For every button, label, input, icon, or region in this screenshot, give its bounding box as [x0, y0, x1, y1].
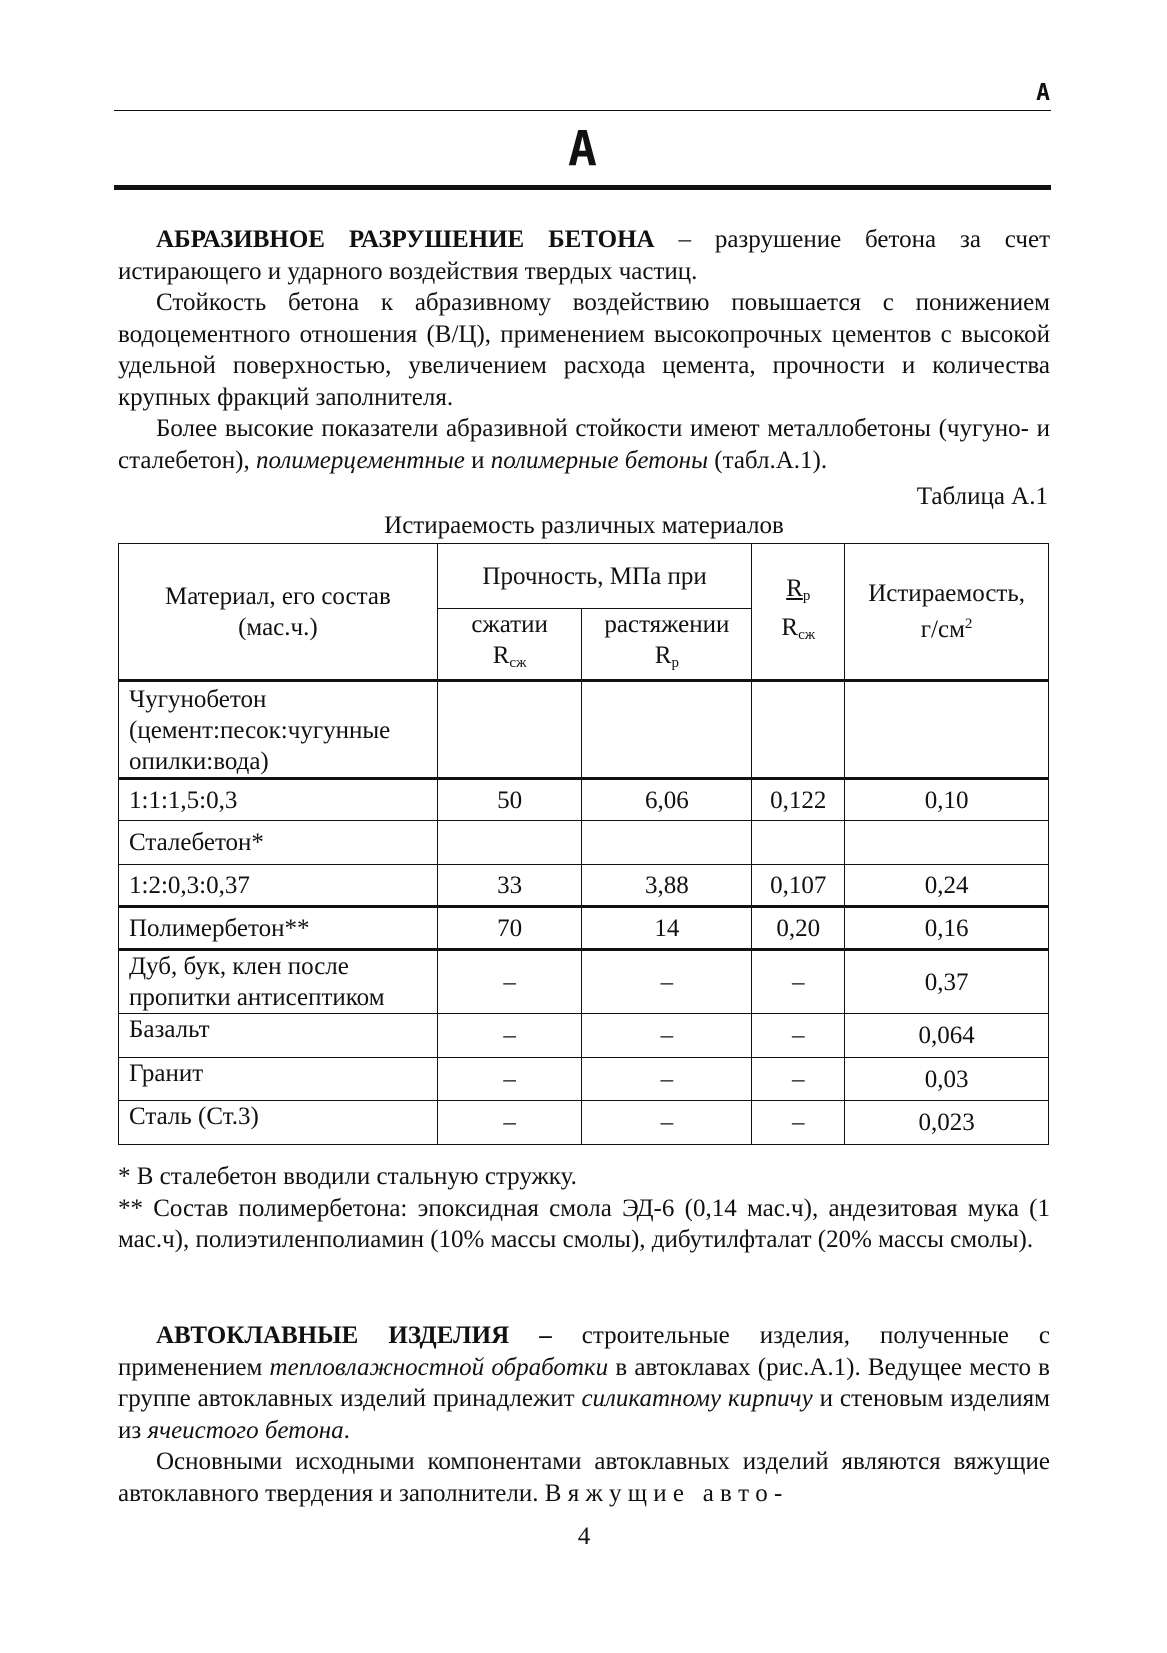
header-material: Материал, его состав (мас.ч.) — [119, 544, 438, 681]
entry2-paragraph-2 — [118, 1446, 1050, 1509]
cell-tension: 6,06 — [582, 779, 752, 821]
cell-compression: – — [437, 1058, 582, 1101]
header-compression: сжатии $R_{сж}$ — [437, 609, 582, 681]
table-row — [119, 1101, 1049, 1145]
cell-tension: – — [582, 1058, 752, 1101]
entry1-definition: – разрушение бетона за счет истирающего и ударного воздействия твердых частиц. — [118, 226, 1050, 285]
cell-ratio — [752, 821, 845, 865]
footnote-2: ** Состав полимербетона: эпоксидная смола ЭД-6 (0,14 мас.ч), андезитовая мука (1 мас.ч), полиэтиленполиамин (10% массы смолы), дибутилфталат (20% массы смолы). — [118, 1194, 1050, 1253]
cell-ratio: – — [752, 1101, 845, 1145]
table-row — [119, 1058, 1049, 1101]
table-title: Истираемость различных материалов — [384, 512, 784, 539]
entry2-text-1: строительные изделия, полученные с применением — [118, 1322, 1050, 1381]
cell-tension: – — [582, 950, 752, 1014]
ratio-denominator: $R_{сж}$ — [781, 613, 816, 643]
table-row — [119, 779, 1049, 821]
cell-abrasion: 0,37 — [845, 950, 1049, 1014]
cell-material: Сталь (Ст.3) — [119, 1101, 438, 1145]
cell-compression: 70 — [437, 907, 582, 950]
entry1-p3-start: Более высокие показатели абразивной стойкости имеют металлобетоны (чугуно- и сталебетон), — [118, 415, 1050, 474]
entry-autoclave-products — [118, 1320, 1050, 1509]
entry2-p2-text: Основными исходными компонентами автоклавных изделий являются вяжущие автоклавного твердения и заполнители. — [118, 1448, 1050, 1507]
entry2-term: АВТОКЛАВНЫЕ ИЗДЕЛИЯ – — [156, 1322, 552, 1349]
entry1-paragraph-3 — [118, 413, 1050, 476]
link-silicate-brick: силикатному кирпичу — [581, 1385, 813, 1412]
table-header-row — [119, 544, 1049, 609]
cell-material: Дуб, бук, клен после пропитки антисептиком — [119, 950, 438, 1014]
entry2-text-2: в автоклавах (рис.А.1). Ведущее место в группе автоклавных изделий принадлежит — [118, 1353, 1050, 1412]
section-letter-heading: А — [568, 121, 597, 177]
table-row — [119, 821, 1049, 865]
cell-ratio: 0,107 — [752, 865, 845, 907]
cell-ratio: 0,20 — [752, 907, 845, 950]
table-footnotes — [118, 1161, 1050, 1256]
cell-compression: – — [437, 1014, 582, 1058]
cell-abrasion: 0,24 — [845, 865, 1049, 907]
table-row — [119, 1014, 1049, 1058]
cell-tension: – — [582, 1014, 752, 1058]
cell-abrasion: 0,16 — [845, 907, 1049, 950]
cell-tension: 3,88 — [582, 865, 752, 907]
entry2-text-4: . — [343, 1416, 350, 1444]
link-cellular-concrete: ячеистого бетона — [147, 1416, 344, 1444]
cell-material: 1:2:0,3:0,37 — [119, 865, 438, 907]
abrasion-table — [118, 543, 1049, 1145]
table-row — [119, 681, 1049, 779]
entry2-paragraph-1 — [118, 1320, 1050, 1446]
section-rule — [114, 185, 1051, 190]
cell-compression — [437, 821, 582, 865]
cell-material: Базальт — [119, 1014, 438, 1058]
link-polymer-concrete: полимерные бетоны — [490, 446, 709, 474]
cell-tension — [582, 681, 752, 779]
cell-ratio: – — [752, 1014, 845, 1058]
cell-compression: – — [437, 1101, 582, 1145]
link-steam-treatment: тепловлажностной обработки — [269, 1353, 609, 1381]
cell-abrasion: 0,023 — [845, 1101, 1049, 1145]
link-polymer-cement: полимерцементные — [256, 446, 465, 474]
cell-abrasion — [845, 681, 1049, 779]
cell-ratio — [752, 681, 845, 779]
entry2-text-3: и стеновым изделиям из — [118, 1385, 1050, 1444]
header-abrasion: Истираемость, $г/см^2$ — [845, 544, 1049, 681]
cell-material: Гранит — [119, 1058, 438, 1101]
cell-abrasion: 0,064 — [845, 1014, 1049, 1058]
cell-ratio: 0,122 — [752, 779, 845, 821]
cell-ratio: – — [752, 1058, 845, 1101]
cell-tension: – — [582, 1101, 752, 1145]
entry2-p2-spaced: В я ж у щ и е а в т о - — [544, 1479, 783, 1507]
entry1-p3-end: (табл.А.1). — [708, 446, 828, 474]
cell-compression — [437, 681, 582, 779]
entry1-p3-mid: и — [464, 446, 491, 474]
entry1-term: АБРАЗИВНОЕ РАЗРУШЕНИЕ БЕТОНА — [156, 226, 655, 253]
cell-abrasion — [845, 821, 1049, 865]
entry1-paragraph-1 — [118, 224, 1050, 287]
cell-tension: 14 — [582, 907, 752, 950]
table-label: Таблица А.1 — [916, 483, 1048, 510]
table-row — [119, 865, 1049, 907]
cell-tension — [582, 821, 752, 865]
entry-abrasive-destruction — [118, 224, 1050, 476]
footnote-1: * В сталебетон вводили стальную стружку. — [118, 1163, 577, 1190]
cell-compression: 50 — [437, 779, 582, 821]
header-rule — [114, 110, 1051, 111]
running-head-letter: А — [1036, 80, 1050, 106]
cell-compression: 33 — [437, 865, 582, 907]
cell-material: Чугунобетон (цемент:песок:чугунные опилки:вода) — [119, 681, 438, 779]
header-ratio — [752, 544, 845, 681]
table-row — [119, 907, 1049, 950]
header-tension: растяжении $R_р$ — [582, 609, 752, 681]
ratio-numerator: $R_р$ — [786, 574, 811, 604]
cell-ratio: – — [752, 950, 845, 1014]
cell-abrasion: 0,10 — [845, 779, 1049, 821]
cell-compression: – — [437, 950, 582, 1014]
cell-abrasion: 0,03 — [845, 1058, 1049, 1101]
header-strength: Прочность, МПа при — [437, 544, 752, 609]
page-number: 4 — [577, 1523, 591, 1550]
cell-material: Полимербетон** — [119, 907, 438, 950]
cell-material: Сталебетон* — [119, 821, 438, 865]
table-row — [119, 950, 1049, 1014]
cell-material: 1:1:1,5:0,3 — [119, 779, 438, 821]
entry1-paragraph-2: Стойкость бетона к абразивному воздействию повышается с понижением водоцементного отношения (В/Ц), применением высокопрочных цементов с высокой удельной поверхностью, увеличением расхода цемента, прочности и количества крупных фракций заполнителя. — [118, 289, 1050, 411]
